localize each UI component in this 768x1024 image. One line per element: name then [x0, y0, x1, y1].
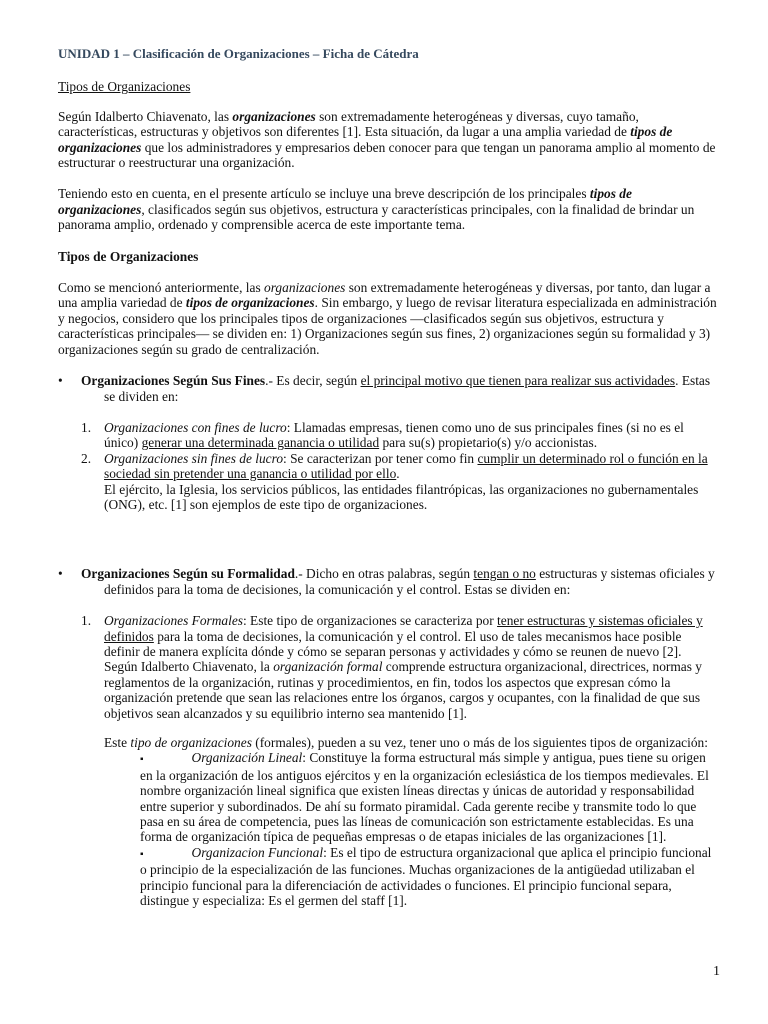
- list-item: [140, 845, 720, 909]
- text: : Es el tipo de estructura organizacional que aplica el principio funcional o principio de la especialización de las funciones. Muchas organizaciones de la antigüedad utilizaban el principio funcional para la diferenciación de actividades o funciones. El principio funcional separa, distingue y especializa: Es el germen del staff [1].: [140, 844, 712, 909]
- text: Teniendo esto en cuenta, en el presente artículo se incluye una breve descripción de los principales: [58, 186, 590, 202]
- text: Según Idalberto Chiavenato, las: [58, 108, 233, 124]
- text: (formales), pueden a su vez, tener uno o más de los siguientes tipos de organización:: [251, 735, 708, 750]
- paragraph-2: [58, 186, 720, 232]
- text: son extremadamente heterogéneas y diversas, por tanto, dan lugar a una amplia variedad de: [58, 280, 711, 311]
- item-title: Organizaciones con fines de lucro: [104, 419, 287, 435]
- list-item: [58, 613, 720, 750]
- bullet-item-fines: [58, 373, 720, 404]
- text: : Este tipo de organizaciones se caracteriza por: [242, 613, 498, 629]
- text: , clasificados según sus objetivos, estructura y características principales, con la finalidad de brindar un panorama amplio, ordenado y comprensible acerca de este importante tema.: [58, 201, 695, 233]
- document-header: UNIDAD 1 – Clasificación de Organizaciones – Ficha de Cátedra: [58, 46, 419, 61]
- page-number: 1: [713, 964, 720, 979]
- text: . Sin embargo, y luego de revisar literatura especializada en administración y negocios, considero que los principales tipos de organizaciones —clasificados según sus objetivos, estructura y características principales— se dividen en: 1) Organizaciones según sus fines, 2) organizaciones según su formalidad y 3) organizaciones según su grado de centralización.: [58, 295, 717, 357]
- emphasis: organizaciones: [264, 280, 346, 296]
- text: comprende estructura organizacional, directrices, normas y reglamentos de la organización, rutinas y procedimientos, en fin, todos los aspectos que expresan cómo la organización pretende que sean las relaciones entre los órganos, cargos y ocupantes, con la finalidad de que sus objetivos sean alcanzados y su equilibrio interno sea mantenido [1].: [104, 659, 702, 721]
- underlined-text: el principal motivo que tienen para realizar sus actividades: [360, 373, 676, 389]
- list-number: 1.: [81, 613, 92, 629]
- paragraph-1: [58, 109, 720, 171]
- list-number: 1.: [81, 419, 92, 435]
- section-subtitle: Tipos de Organizaciones: [58, 248, 199, 264]
- text: que los administradores y empresarios deben conocer para que tengan un panorama amplio al momento de estructurar o reestructurar una organización.: [58, 139, 716, 171]
- text: .: [396, 466, 400, 482]
- item-title: Organizaciones Formales: [104, 613, 243, 629]
- bullet-heading: Organizaciones Según su Formalidad: [81, 566, 295, 582]
- bullet-icon: •: [58, 373, 63, 389]
- document-page: [58, 46, 720, 908]
- bullet-heading: Organizaciones Según Sus Fines: [81, 373, 266, 389]
- underlined-text: cumplir un determinado rol o función en la sociedad sin pretender una ganancia o utilidad por ello: [104, 450, 708, 482]
- underlined-text: generar una determinada ganancia o utilidad: [141, 435, 380, 451]
- list-number: 2.: [81, 450, 92, 466]
- bullet-item-formalidad: [58, 566, 720, 597]
- text: : Se caracterizan por tener como fin: [283, 450, 478, 466]
- text: : Constituye la forma estructural más simple y antigua, pues tiene su origen en la organización de los antiguos ejércitos y en la organización eclesiástica de los tiempos medievales. El nombre organización lineal significa que existen líneas directas y únicas de autoridad y responsabilidad entre superior y subordinados. De ahí su formato piramidal. Cada gerente recibe y transmite todo lo que pasa en su área de competencia, pues las líneas de comunicación son estrictamente establecidas. Es una forma de organización típica de pequeñas empresas o de etapas iniciales de las organizaciones [1].: [140, 750, 709, 845]
- text: : Llamadas empresas, tienen como uno de sus principales fines (si no es el único): [104, 419, 684, 451]
- section-title-text: Tipos de Organizaciones: [58, 79, 191, 95]
- underlined-text: tener estructuras y sistemas oficiales y definidos: [104, 613, 703, 644]
- section-title: [58, 79, 720, 94]
- square-bullet-icon: ▪: [140, 754, 144, 766]
- underlined-text: tengan o no: [473, 566, 536, 582]
- text: Según Idalberto Chiavenato, la: [104, 659, 274, 675]
- item-title: Organización Lineal: [191, 750, 303, 766]
- square-bullet-icon: ▪: [140, 848, 144, 860]
- list-item: [58, 420, 720, 451]
- emphasis: tipos de organizaciones: [185, 295, 315, 311]
- text: .- Dicho en otras palabras, según: [294, 566, 474, 582]
- text: .- Es decir, según: [265, 373, 361, 389]
- text: El ejército, la Iglesia, los servicios públicos, las entidades filantrópicas, las organizaciones no gubernamentales (ONG), etc. [1] son ejemplos de este tipo de organizaciones.: [104, 481, 699, 512]
- list-item: [58, 451, 720, 513]
- emphasis: organización formal: [273, 659, 383, 675]
- item-title: Organizacion Funcional: [191, 844, 324, 860]
- text: para su(s) propietario(s) y/o accionistas.: [379, 435, 598, 451]
- text: para la toma de decisiones, la comunicación y el control. El uso de tales mecanismos hace posible definir de manera explícita dónde y cómo se separan personas y actividades y cómo se reunen de nuevo [2].: [104, 628, 682, 659]
- emphasis: tipos de organizaciones: [58, 124, 673, 155]
- text: Este: [104, 735, 131, 750]
- item-title: Organizaciones sin fines de lucro: [104, 450, 284, 466]
- emphasis: tipos de organizaciones: [58, 186, 632, 217]
- list-item: [140, 750, 720, 844]
- text: Como se mencionó anteriormente, las: [58, 280, 265, 296]
- text: son extremadamente heterogéneas y diversas, cuyo tamaño, características, estructuras y objetivos son diferentes [1]. Esta situación, da lugar a una amplia variedad de: [58, 108, 639, 140]
- bullet-icon: •: [58, 566, 63, 582]
- emphasis: tipo de organizaciones: [130, 735, 252, 750]
- emphasis: organizaciones: [232, 108, 316, 124]
- text: . Estas se dividen en:: [104, 373, 711, 404]
- sub-list: [58, 750, 720, 908]
- paragraph-3: [58, 280, 720, 357]
- text: estructuras y sistemas oficiales y definidos para la toma de decisiones, la comunicación y el control. Estas se dividen en:: [104, 566, 715, 597]
